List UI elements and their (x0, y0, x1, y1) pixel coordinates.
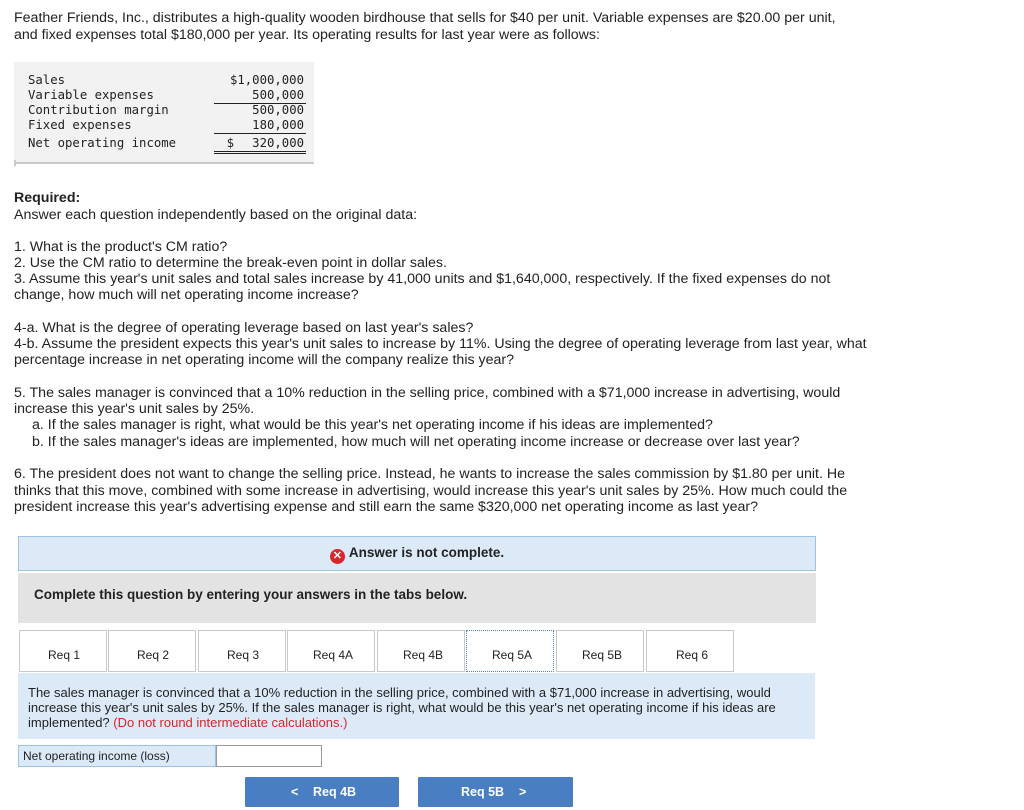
net-operating-income-label: Net operating income (loss) (18, 745, 216, 767)
question-5a: a. If the sales manager is right, what would be this year's net operating income if his ideas are implemented? (32, 417, 713, 433)
question-3-line-1: 3. Assume this year's unit sales and total sales increase by 41,000 units and $1,640,000, respectively. If the fixed expenses do not (14, 271, 831, 287)
prev-req-4b-button[interactable] (245, 777, 399, 807)
next-req-5b-button[interactable] (418, 777, 573, 807)
chevron-left-icon: < (291, 785, 299, 799)
question-5-line-2: increase this year's unit sales by 25%. (14, 401, 255, 417)
question-6-line-1: 6. The president does not want to change the selling price. Instead, he wants to increase the sales commission by $1.80 per unit. He (14, 466, 845, 482)
tab-req-2[interactable]: Req 2 (108, 630, 196, 672)
question-3-line-2: change, how much will net operating income increase? (14, 287, 359, 303)
question-panel (18, 673, 815, 739)
question-6-line-3: president increase this year's advertising expense and still earn the same $320,000 net operating income as last year? (14, 499, 759, 515)
question-1: 1. What is the product's CM ratio? (14, 239, 228, 255)
intro-line-1: Feather Friends, Inc., distributes a high-quality wooden birdhouse that sells for $40 per unit. Variable expenses are $20.00 per unit, (14, 10, 836, 26)
next-button-label: Req 5B (461, 785, 505, 799)
stmt-label-cm: Contribution margin (28, 103, 169, 117)
stmt-value-sales: $1,000,000 (229, 73, 304, 87)
question-4b-line-2: percentage increase in net operating income will the company realize this year? (14, 352, 514, 368)
chevron-right-icon: > (519, 785, 527, 799)
answer-status-banner (18, 536, 816, 571)
tab-req-5a[interactable]: Req 5A (466, 630, 554, 672)
tab-req-1[interactable]: Req 1 (19, 630, 107, 672)
stmt-value-cm: 500,000 (252, 103, 304, 117)
stmt-value-variable: 500,000 (252, 88, 304, 102)
stmt-dollar-noi: $ (226, 136, 234, 150)
tab-req-6[interactable]: Req 6 (646, 630, 734, 672)
required-sub: Answer each question independently based on the original data: (14, 207, 418, 223)
answer-status-text: Answer is not complete. (348, 545, 505, 560)
question-text: The sales manager is convinced that a 10% reduction in the selling price, combined with a $71,000 increase in advertising, would increase this year's unit sales by 25%. If the sales manager is right, what would be this year's net operating income if his ideas are implemented? (28, 685, 776, 730)
income-statement (14, 62, 314, 166)
tab-req-3[interactable]: Req 3 (198, 630, 286, 672)
question-hint: (Do not round intermediate calculations.) (113, 715, 348, 730)
stmt-label-sales: Sales (28, 73, 66, 87)
question-5-line-1: 5. The sales manager is convinced that a 10% reduction in the selling price, combined with a $71,000 increase in advertising, would (14, 385, 841, 401)
question-4b-line-1: 4-b. Assume the president expects this year's unit sales to increase by 11%. Using the degree of operating leverage from last year, what (14, 336, 867, 352)
tab-req-4a[interactable]: Req 4A (287, 630, 375, 672)
x-circle-icon: ✕ (330, 549, 345, 564)
question-6-line-2: thinks that this move, combined with some increase in advertising, would increase this year's unit sales by 25%. How much could the (14, 483, 848, 499)
stmt-label-variable: Variable expenses (28, 88, 154, 102)
instructions-panel (18, 573, 816, 623)
net-operating-income-input[interactable] (216, 745, 322, 767)
tab-req-5b[interactable]: Req 5B (556, 630, 644, 672)
prev-button-label: Req 4B (313, 785, 357, 799)
required-heading: Required: (14, 190, 81, 206)
intro-line-2: and fixed expenses total $180,000 per year. Its operating results for last year were as follows: (14, 27, 600, 43)
stmt-label-fixed: Fixed expenses (28, 118, 132, 132)
stmt-value-noi: 320,000 (252, 136, 304, 150)
tab-req-4b[interactable]: Req 4B (377, 630, 465, 672)
instructions-text: Complete this question by entering your answers in the tabs below. (34, 587, 468, 602)
question-2: 2. Use the CM ratio to determine the break-even point in dollar sales. (14, 255, 447, 271)
stmt-value-fixed: 180,000 (252, 118, 304, 132)
question-5b: b. If the sales manager's ideas are implemented, how much will net operating income increase or decrease over last year? (32, 434, 800, 450)
question-4a: 4-a. What is the degree of operating leverage based on last year's sales? (14, 320, 474, 336)
stmt-label-noi: Net operating income (28, 136, 177, 150)
